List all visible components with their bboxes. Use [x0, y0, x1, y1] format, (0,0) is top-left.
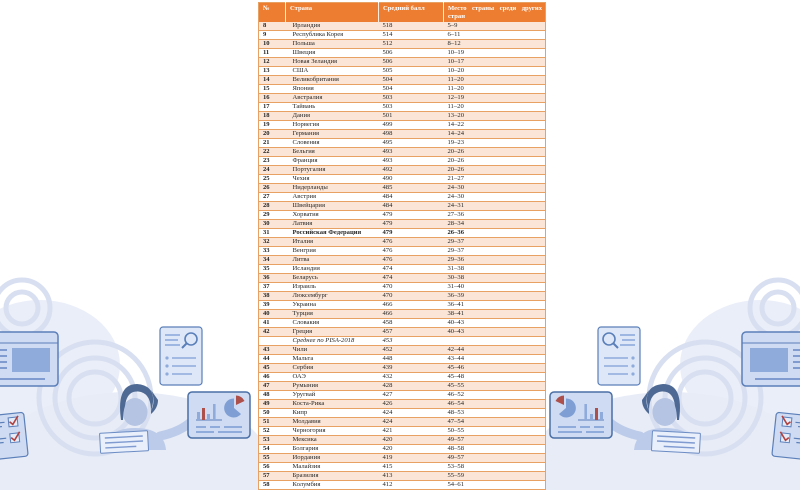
country-cell: Израиль — [286, 283, 379, 292]
row-number-cell: 20 — [259, 130, 286, 139]
place-range-cell: 13–20 — [444, 112, 546, 121]
table-row — [259, 481, 546, 490]
row-number-cell: 38 — [259, 292, 286, 301]
table-row — [259, 310, 546, 319]
country-cell: Португалия — [286, 166, 379, 175]
country-cell: Черногория — [286, 427, 379, 436]
row-number-cell: 33 — [259, 247, 286, 256]
table-row — [259, 238, 546, 247]
table-row — [259, 427, 546, 436]
row-number-cell: 18 — [259, 112, 286, 121]
place-range-cell: 24–30 — [444, 184, 546, 193]
place-range-cell: 31–38 — [444, 265, 546, 274]
row-number-cell: 58 — [259, 481, 286, 490]
table-row — [259, 445, 546, 454]
place-range-cell: 24–31 — [444, 202, 546, 211]
country-cell: Кипр — [286, 409, 379, 418]
country-cell: Ирландия — [286, 22, 379, 31]
place-range-cell: 46–54 — [444, 400, 546, 409]
country-cell: Греция — [286, 328, 379, 337]
table-row — [259, 58, 546, 67]
table-row — [259, 355, 546, 364]
row-number-cell: 52 — [259, 427, 286, 436]
place-range-cell: 31–40 — [444, 283, 546, 292]
row-number-cell: 56 — [259, 463, 286, 472]
table-row — [259, 328, 546, 337]
place-range-cell: 20–26 — [444, 148, 546, 157]
row-number-cell: 19 — [259, 121, 286, 130]
table-row — [259, 139, 546, 148]
browser-window-icon — [0, 332, 58, 386]
place-range-cell: 10–20 — [444, 67, 546, 76]
place-range-cell: 36–41 — [444, 301, 546, 310]
table-row — [259, 94, 546, 103]
score-cell: 479 — [379, 220, 444, 229]
country-cell: Италия — [286, 238, 379, 247]
row-number-cell: 50 — [259, 409, 286, 418]
place-range-cell: 53–58 — [444, 463, 546, 472]
table-row — [259, 121, 546, 130]
place-range-cell: 38–41 — [444, 310, 546, 319]
country-cell: Молдавия — [286, 418, 379, 427]
country-cell: Тайвань — [286, 103, 379, 112]
country-cell: Хорватия — [286, 211, 379, 220]
place-range-cell: 40–43 — [444, 328, 546, 337]
row-number-cell: 37 — [259, 283, 286, 292]
table-row — [259, 157, 546, 166]
place-range-cell: 54–61 — [444, 481, 546, 490]
place-range-cell: 26–36 — [444, 229, 546, 238]
place-range-cell: 36–39 — [444, 292, 546, 301]
left-illustration — [0, 280, 250, 450]
score-cell: 413 — [379, 472, 444, 481]
score-cell: 505 — [379, 67, 444, 76]
table-row — [259, 40, 546, 49]
row-number-cell: 13 — [259, 67, 286, 76]
country-cell: Франция — [286, 157, 379, 166]
row-number-cell: 36 — [259, 274, 286, 283]
country-cell: Уругвай — [286, 391, 379, 400]
table-row — [259, 184, 546, 193]
row-number-cell: 25 — [259, 175, 286, 184]
table-row — [259, 301, 546, 310]
score-cell: 420 — [379, 436, 444, 445]
country-cell: Чили — [286, 346, 379, 355]
table-row — [259, 382, 546, 391]
table-row — [259, 229, 546, 238]
place-range-cell: 45–55 — [444, 382, 546, 391]
row-number-cell: 29 — [259, 211, 286, 220]
row-number-cell: 39 — [259, 301, 286, 310]
score-cell: 492 — [379, 166, 444, 175]
score-cell: 421 — [379, 427, 444, 436]
row-number-cell: 46 — [259, 373, 286, 382]
row-number-cell: 54 — [259, 445, 286, 454]
table-header-row — [259, 3, 546, 23]
table-row — [259, 292, 546, 301]
country-cell: Словения — [286, 139, 379, 148]
place-range-cell: 12–19 — [444, 94, 546, 103]
place-range-cell: 11–20 — [444, 76, 546, 85]
table-row — [259, 319, 546, 328]
country-cell: Швеция — [286, 49, 379, 58]
place-range-cell: 28–34 — [444, 220, 546, 229]
row-number-cell: 24 — [259, 166, 286, 175]
score-cell: 424 — [379, 409, 444, 418]
place-range-cell: 50–55 — [444, 427, 546, 436]
country-cell: Иордания — [286, 454, 379, 463]
table-row — [259, 391, 546, 400]
country-cell: Колумбия — [286, 481, 379, 490]
country-cell: Великобритания — [286, 76, 379, 85]
country-cell: Турция — [286, 310, 379, 319]
place-range-cell: 19–23 — [444, 139, 546, 148]
row-number-cell: 32 — [259, 238, 286, 247]
col-header-number: № — [259, 3, 286, 23]
score-cell: 415 — [379, 463, 444, 472]
row-number-cell: 41 — [259, 319, 286, 328]
place-range-cell: 49–57 — [444, 454, 546, 463]
score-cell: 458 — [379, 319, 444, 328]
ranking-table — [258, 2, 546, 490]
country-cell: Украина — [286, 301, 379, 310]
score-cell: 448 — [379, 355, 444, 364]
table-row — [259, 283, 546, 292]
place-range-cell: 20–26 — [444, 166, 546, 175]
score-cell: 479 — [379, 211, 444, 220]
country-cell: Среднее по PISA-2018 — [286, 337, 379, 346]
score-cell: 419 — [379, 454, 444, 463]
score-cell: 501 — [379, 112, 444, 121]
table-row — [259, 400, 546, 409]
table-row — [259, 409, 546, 418]
place-range-cell: 11–20 — [444, 103, 546, 112]
country-cell: Мальта — [286, 355, 379, 364]
row-number-cell: 26 — [259, 184, 286, 193]
row-number-cell: 8 — [259, 22, 286, 31]
country-cell: Исландия — [286, 265, 379, 274]
country-cell: ОАЭ — [286, 373, 379, 382]
score-cell: 457 — [379, 328, 444, 337]
row-number-cell: 30 — [259, 220, 286, 229]
place-range-cell: 5–9 — [444, 22, 546, 31]
table-row — [259, 346, 546, 355]
row-number-cell: 27 — [259, 193, 286, 202]
country-cell: Сербия — [286, 364, 379, 373]
table-row — [259, 274, 546, 283]
place-range-cell: 49–57 — [444, 436, 546, 445]
score-cell: 503 — [379, 94, 444, 103]
table-row — [259, 148, 546, 157]
score-cell: 476 — [379, 247, 444, 256]
place-range-cell: 11–20 — [444, 85, 546, 94]
score-cell: 495 — [379, 139, 444, 148]
row-number-cell: 48 — [259, 391, 286, 400]
country-cell: Малайзия — [286, 463, 379, 472]
place-range-cell: 48–58 — [444, 445, 546, 454]
row-number-cell: 35 — [259, 265, 286, 274]
score-cell: 479 — [379, 229, 444, 238]
score-cell: 512 — [379, 40, 444, 49]
table-row — [259, 211, 546, 220]
table-row — [259, 130, 546, 139]
place-range-cell: 6–11 — [444, 31, 546, 40]
place-range-cell: 21–27 — [444, 175, 546, 184]
country-cell: Беларусь — [286, 274, 379, 283]
score-cell: 474 — [379, 265, 444, 274]
score-cell: 453 — [379, 337, 444, 346]
row-number-cell: 9 — [259, 31, 286, 40]
place-range-cell: 29–37 — [444, 247, 546, 256]
row-number-cell: 10 — [259, 40, 286, 49]
table-row — [259, 418, 546, 427]
country-cell: Нидерланды — [286, 184, 379, 193]
place-range-cell: 45–46 — [444, 364, 546, 373]
table-body — [259, 22, 546, 490]
table-row — [259, 364, 546, 373]
country-cell: Австрия — [286, 193, 379, 202]
table-row — [259, 31, 546, 40]
country-cell: США — [286, 67, 379, 76]
row-number-cell: 14 — [259, 76, 286, 85]
country-cell: Румыния — [286, 382, 379, 391]
table-row — [259, 436, 546, 445]
score-cell: 506 — [379, 58, 444, 67]
checklist-icon — [0, 412, 28, 460]
row-number-cell — [259, 337, 286, 346]
score-cell: 432 — [379, 373, 444, 382]
score-cell: 466 — [379, 301, 444, 310]
score-cell: 420 — [379, 445, 444, 454]
row-number-cell: 51 — [259, 418, 286, 427]
place-range-cell — [444, 337, 546, 346]
row-number-cell: 11 — [259, 49, 286, 58]
table-row — [259, 166, 546, 175]
place-range-cell: 43–44 — [444, 355, 546, 364]
row-number-cell: 12 — [259, 58, 286, 67]
table-row — [259, 472, 546, 481]
row-number-cell: 28 — [259, 202, 286, 211]
score-cell: 503 — [379, 103, 444, 112]
place-range-cell: 10–17 — [444, 58, 546, 67]
score-cell: 470 — [379, 283, 444, 292]
country-cell: Австралия — [286, 94, 379, 103]
table-row — [259, 85, 546, 94]
place-range-cell: 29–37 — [444, 238, 546, 247]
country-cell: Литва — [286, 256, 379, 265]
score-cell: 470 — [379, 292, 444, 301]
score-cell: 518 — [379, 22, 444, 31]
pisa-ranking-table — [258, 2, 545, 490]
country-cell: Новая Зеландия — [286, 58, 379, 67]
row-number-cell: 53 — [259, 436, 286, 445]
country-cell: Словакия — [286, 319, 379, 328]
table-row — [259, 463, 546, 472]
place-range-cell: 42–44 — [444, 346, 546, 355]
score-cell: 493 — [379, 148, 444, 157]
col-header-place: Место страны среди других стран — [444, 3, 546, 23]
col-header-score: Средний балл — [379, 3, 444, 23]
place-range-cell: 24–30 — [444, 193, 546, 202]
table-row — [259, 112, 546, 121]
table-row — [259, 454, 546, 463]
table-row — [259, 103, 546, 112]
score-cell: 466 — [379, 310, 444, 319]
table-row — [259, 256, 546, 265]
table-row — [259, 220, 546, 229]
score-cell: 427 — [379, 391, 444, 400]
score-cell: 412 — [379, 481, 444, 490]
row-number-cell: 57 — [259, 472, 286, 481]
table-row — [259, 247, 546, 256]
place-range-cell: 47–54 — [444, 418, 546, 427]
table-row — [259, 202, 546, 211]
row-number-cell: 43 — [259, 346, 286, 355]
score-cell: 452 — [379, 346, 444, 355]
row-number-cell: 45 — [259, 364, 286, 373]
table-row — [259, 337, 546, 346]
country-cell: Польша — [286, 40, 379, 49]
row-number-cell: 34 — [259, 256, 286, 265]
row-number-cell: 17 — [259, 103, 286, 112]
country-cell: Дания — [286, 112, 379, 121]
score-cell: 504 — [379, 76, 444, 85]
country-cell: Япония — [286, 85, 379, 94]
row-number-cell: 49 — [259, 400, 286, 409]
score-cell: 499 — [379, 121, 444, 130]
row-number-cell: 31 — [259, 229, 286, 238]
place-range-cell: 29–36 — [444, 256, 546, 265]
score-cell: 484 — [379, 202, 444, 211]
place-range-cell: 46–52 — [444, 391, 546, 400]
table-row — [259, 175, 546, 184]
row-number-cell: 15 — [259, 85, 286, 94]
place-range-cell: 30–38 — [444, 274, 546, 283]
score-cell: 424 — [379, 418, 444, 427]
row-number-cell: 42 — [259, 328, 286, 337]
score-cell: 514 — [379, 31, 444, 40]
score-cell: 484 — [379, 193, 444, 202]
search-document-icon — [160, 327, 202, 385]
table-row — [259, 193, 546, 202]
place-range-cell: 48–53 — [444, 409, 546, 418]
country-cell: Болгария — [286, 445, 379, 454]
score-cell: 476 — [379, 238, 444, 247]
table-row — [259, 22, 546, 31]
score-cell: 439 — [379, 364, 444, 373]
country-cell: Коста-Рика — [286, 400, 379, 409]
dashboard-card-icon — [188, 392, 250, 438]
place-range-cell: 14–22 — [444, 121, 546, 130]
score-cell: 476 — [379, 256, 444, 265]
row-number-cell: 47 — [259, 382, 286, 391]
score-cell: 426 — [379, 400, 444, 409]
country-cell: Мексика — [286, 436, 379, 445]
score-cell: 485 — [379, 184, 444, 193]
table-row — [259, 76, 546, 85]
country-cell: Норвегия — [286, 121, 379, 130]
country-cell: Швейцария — [286, 202, 379, 211]
table-row — [259, 67, 546, 76]
row-number-cell: 16 — [259, 94, 286, 103]
table-row — [259, 49, 546, 58]
place-range-cell: 20–26 — [444, 157, 546, 166]
score-cell: 498 — [379, 130, 444, 139]
place-range-cell: 14–24 — [444, 130, 546, 139]
right-illustration — [550, 280, 800, 450]
score-cell: 504 — [379, 85, 444, 94]
country-cell: Чехия — [286, 175, 379, 184]
country-cell: Венгрия — [286, 247, 379, 256]
score-cell: 428 — [379, 382, 444, 391]
col-header-country: Страна — [286, 3, 379, 23]
place-range-cell: 10–19 — [444, 49, 546, 58]
place-range-cell: 8–12 — [444, 40, 546, 49]
place-range-cell: 40–43 — [444, 319, 546, 328]
row-number-cell: 55 — [259, 454, 286, 463]
country-cell: Латвия — [286, 220, 379, 229]
country-cell: Республика Корея — [286, 31, 379, 40]
row-number-cell: 22 — [259, 148, 286, 157]
country-cell: Российская Федерация — [286, 229, 379, 238]
row-number-cell: 44 — [259, 355, 286, 364]
country-cell: Бразилия — [286, 472, 379, 481]
country-cell: Германия — [286, 130, 379, 139]
table-row — [259, 373, 546, 382]
score-cell: 506 — [379, 49, 444, 58]
country-cell: Люксембург — [286, 292, 379, 301]
score-cell: 474 — [379, 274, 444, 283]
score-cell: 490 — [379, 175, 444, 184]
row-number-cell: 21 — [259, 139, 286, 148]
row-number-cell: 23 — [259, 157, 286, 166]
score-cell: 493 — [379, 157, 444, 166]
document-icon — [100, 431, 149, 453]
place-range-cell: 27–36 — [444, 211, 546, 220]
place-range-cell: 55–59 — [444, 472, 546, 481]
row-number-cell: 40 — [259, 310, 286, 319]
country-cell: Бельгия — [286, 148, 379, 157]
place-range-cell: 45–48 — [444, 373, 546, 382]
table-row — [259, 265, 546, 274]
